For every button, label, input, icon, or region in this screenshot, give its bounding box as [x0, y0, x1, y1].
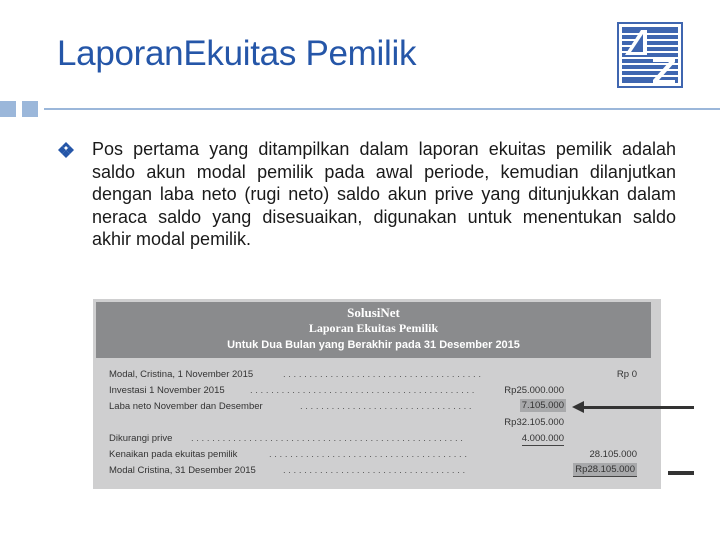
- report-row-label: Investasi 1 November 2015: [109, 385, 225, 396]
- report-rows: Modal, Cristina, 1 November 2015 . . . . . . . . . . . . . . . . . . . . . . . . . . . . . . . . . . . . . . Rp 0 Investasi 1 November 2015 . . . . . . . . . . . . . . . . . . . . . . . . . . . . . . . . . . . . . . . . . . . Rp25.000.000 Laba neto November dan Desember . . . . . . . . . . . . . . . . . . . . . . . . . . . . . . . . . 7.105.000 Rp32.105.000 Dikurangi prive . . . . . . . . . . . . . . . . . . . . . . . . . . . . . . . . . . . . . . . . . . . . . . . . . . . . 4.000.000 Kenaikan pada ekuitas pemilik . . . . . . . . . . . . . . . . . . . . . . . . . . . . . . . . . . . . . . 28.105.000 Modal Cristina, 31 Desember 2015 . . . . . . . . . . . . . . . . . . . . . . . . . . . . . . . . . . . Rp28.105.000: [109, 369, 637, 476]
- report-row-col1: Rp25.000.000: [504, 385, 564, 396]
- report-name: Laporan Ekuitas Pemilik: [308, 321, 439, 335]
- report-row-col2: 28.105.000: [589, 449, 637, 460]
- arrow-to-net-income: [582, 406, 694, 409]
- report-row-label: Modal, Cristina, 1 November 2015: [109, 369, 254, 380]
- bullet-paragraph: Pos pertama yang ditampilkan dalam laporan ekuitas pemilik adalah saldo akun modal pemilik pada awal periode, kemudian dilanjutkan dengan laba neto (rugi neto) saldo akun prive yang ditunjukkan dalam neraca saldo yang disesuaikan, digunakan untuk menentukan saldo akhir modal pemilik.: [92, 139, 676, 249]
- report-row-col1: 7.105.000: [521, 400, 564, 411]
- arrow-to-ending-capital: [668, 471, 694, 475]
- diamond-bullet-icon: [57, 141, 75, 159]
- report-company: SolusiNet: [347, 305, 400, 320]
- title-divider: [0, 101, 720, 117]
- az-logo: [617, 22, 683, 88]
- report-row-label: Modal Cristina, 31 Desember 2015: [109, 465, 256, 476]
- report-row-col2: Rp 0: [616, 369, 637, 380]
- report-period: Untuk Dua Bulan yang Berakhir pada 31 Desember 2015: [227, 339, 520, 351]
- arrowhead-icon: [572, 401, 584, 413]
- page-title: LaporanEkuitas Pemilik: [57, 34, 417, 73]
- report-row-col2: Rp28.105.000: [575, 464, 635, 475]
- report-row-label: Laba neto November dan Desember: [109, 401, 263, 412]
- report-row-label: Dikurangi prive: [109, 433, 173, 444]
- report-row-label: Kenaikan pada ekuitas pemilik: [109, 449, 238, 460]
- report-row-col1: 4.000.000: [521, 433, 564, 444]
- equity-report-image: [93, 299, 661, 489]
- report-row-col1: Rp32.105.000: [504, 417, 564, 428]
